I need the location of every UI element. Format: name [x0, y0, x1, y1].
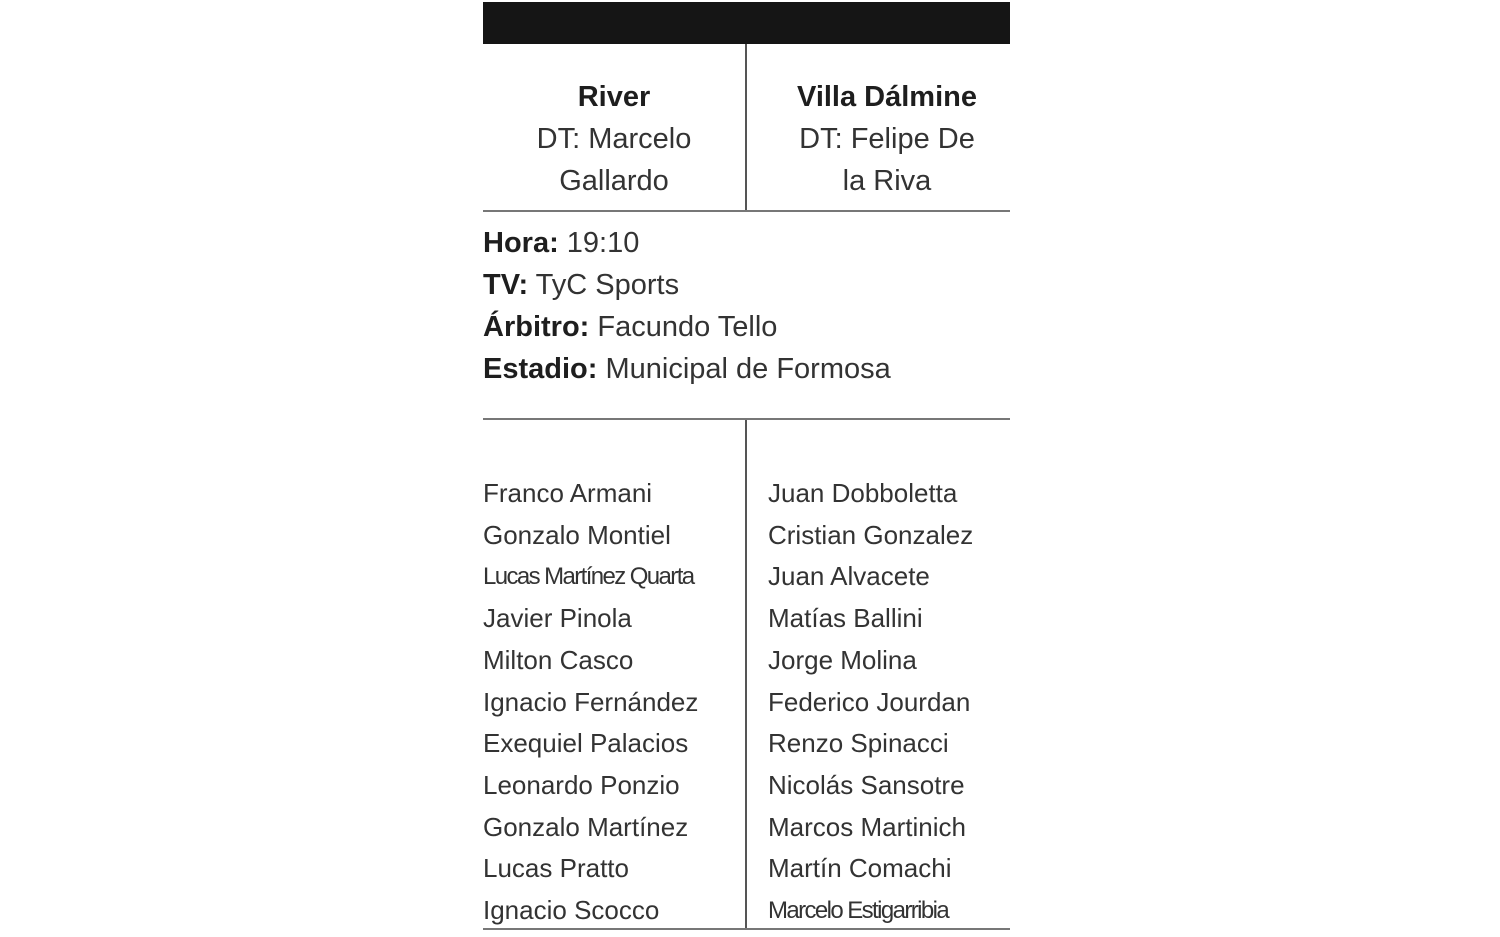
home-player: Milton Casco	[483, 644, 634, 675]
lineups-divider	[745, 420, 747, 930]
away-player: Marcelo Estigarribia	[768, 897, 949, 925]
stadium-value: Municipal de Formosa	[605, 353, 891, 385]
stadium-label: Estadio:	[483, 353, 598, 385]
referee-value: Facundo Tello	[597, 311, 778, 343]
stadium-row	[483, 348, 1010, 390]
home-team-coach-line1: DT: Marcelo	[536, 123, 692, 155]
home-team-coach-line2: Gallardo	[559, 165, 669, 197]
away-player: Nicolás Sansotre	[768, 769, 965, 800]
match-info	[483, 222, 1010, 390]
time-value: 19:10	[566, 227, 640, 259]
away-player: Martín Comachi	[768, 853, 952, 884]
away-team-header	[747, 76, 1027, 202]
home-player: Exequiel Palacios	[483, 728, 689, 759]
time-row	[483, 222, 1010, 264]
referee-label: Árbitro:	[483, 311, 590, 343]
time-label: Hora:	[483, 227, 559, 259]
away-player: Cristian Gonzalez	[768, 519, 974, 550]
home-player: Lucas Martínez Quarta	[483, 563, 694, 591]
away-player: Juan Alvacete	[768, 561, 930, 592]
header-bar	[483, 2, 1010, 44]
home-player: Javier Pinola	[483, 603, 632, 634]
tv-value: TyC Sports	[535, 269, 680, 301]
away-team-name: Villa Dálmine	[797, 81, 977, 113]
home-team-header	[483, 76, 745, 202]
match-card	[483, 2, 1010, 930]
referee-row	[483, 306, 1010, 348]
away-player: Juan Dobboletta	[768, 478, 958, 508]
away-player: Matías Ballini	[768, 603, 923, 634]
home-player: Gonzalo Montiel	[483, 519, 671, 550]
away-player: Federico Jourdan	[768, 686, 971, 717]
home-player: Gonzalo Martínez	[483, 811, 689, 842]
away-player: Marcos Martinich	[768, 811, 966, 842]
home-team-name: River	[577, 81, 651, 113]
away-team-coach-line2: la Riva	[842, 165, 932, 197]
home-player: Leonardo Ponzio	[483, 769, 680, 800]
home-player: Lucas Pratto	[483, 853, 629, 884]
tv-label: TV:	[483, 269, 529, 301]
away-player: Renzo Spinacci	[768, 728, 949, 759]
away-team-coach-line1: DT: Felipe De	[799, 123, 975, 155]
team-header-bottom-rule	[483, 210, 1010, 212]
away-lineup	[768, 473, 1010, 932]
tv-row	[483, 264, 1010, 306]
away-player: Jorge Molina	[768, 644, 917, 675]
home-player: Ignacio Fernández	[483, 686, 699, 717]
home-lineup	[483, 473, 741, 932]
home-player: Ignacio Scocco	[483, 895, 660, 926]
home-player: Franco Armani	[483, 478, 653, 508]
